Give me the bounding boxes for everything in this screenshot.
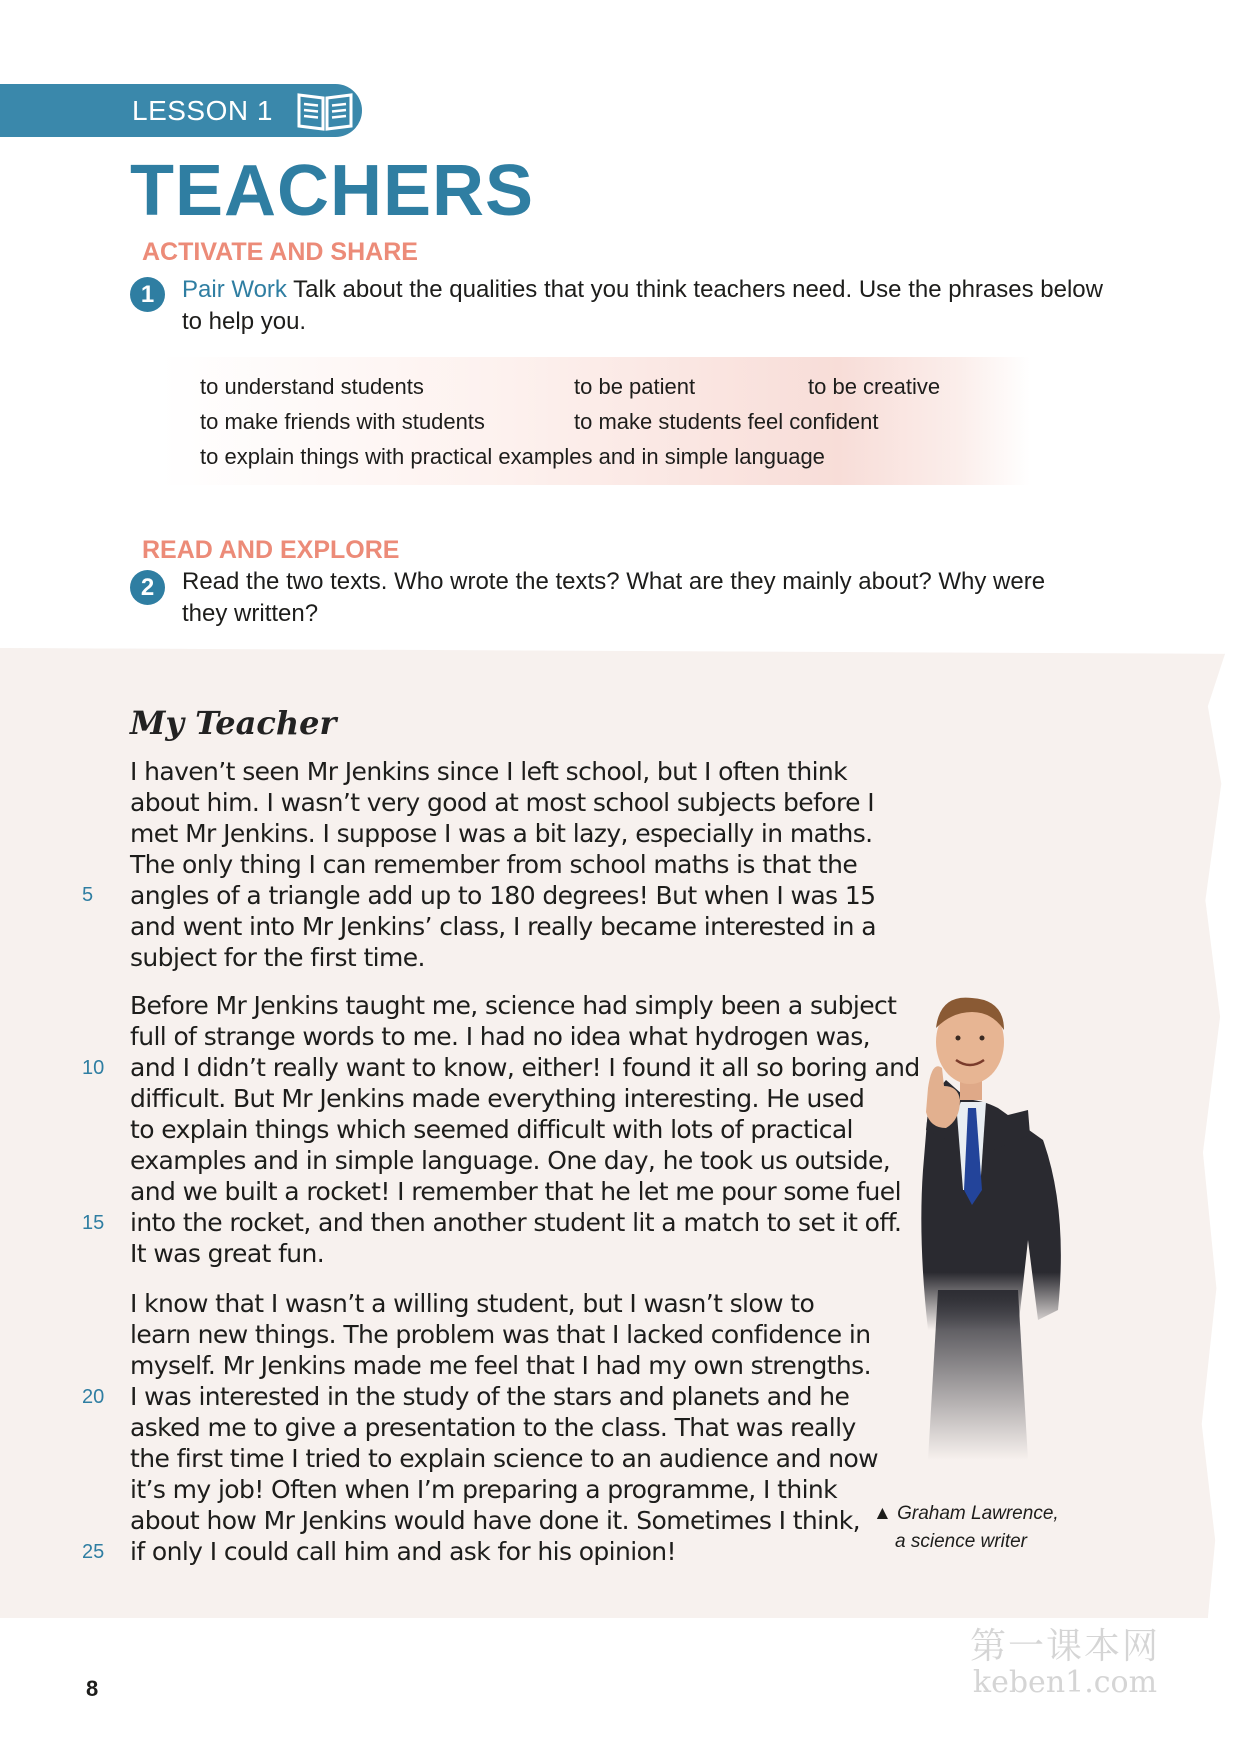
lesson-tab [0, 84, 362, 137]
story-line: angles of a triangle add up to 180 degrees! But when I was 15 [130, 881, 876, 910]
story-line: if only I could call him and ask for his opinion! [130, 1537, 676, 1566]
story-line: It was great fun. [130, 1239, 325, 1268]
watermark [970, 1618, 1160, 1700]
story-line: I was interested in the study of the stars and planets and he [130, 1382, 850, 1411]
phrase-item: to be creative [808, 374, 941, 399]
exercise-number-2: 2 [130, 570, 165, 605]
page-number: 8 [86, 1676, 99, 1701]
line-number: 25 [82, 1541, 105, 1563]
exercise-2-text-line2: they written? [182, 600, 319, 627]
exercise-1-instruction [182, 274, 1122, 338]
businessman-thumbs-up-photo [868, 990, 1108, 1460]
exercise-number-1: 1 [130, 277, 165, 312]
exercise-1-text-line1: Talk about the qualities that you think teachers need. Use the phrases below [293, 276, 1103, 303]
phrase-item: to understand students [200, 374, 424, 399]
story-line: the first time I tried to explain science to an audience and now [130, 1444, 879, 1473]
phrase-item: to make friends with students [200, 409, 485, 434]
story-line: myself. Mr Jenkins made me feel that I had my own strengths. [130, 1351, 871, 1380]
line-number: 20 [82, 1386, 105, 1408]
story-line: The only thing I can remember from school maths is that the [130, 850, 858, 879]
story-line: about him. I wasn’t very good at most school subjects before I [130, 788, 874, 817]
story-line: about how Mr Jenkins would have done it. Sometimes I think, [130, 1506, 860, 1535]
story-line: I haven’t seen Mr Jenkins since I left school, but I often think [130, 757, 848, 786]
story-line: and I didn’t really want to know, either! I found it all so boring and [130, 1053, 920, 1082]
story-line: it’s my job! Often when I’m preparing a programme, I think [130, 1475, 838, 1504]
book-icon [295, 89, 355, 133]
line-number: 5 [82, 884, 94, 906]
lesson-label: LESSON 1 [132, 94, 273, 126]
story-line: learn new things. The problem was that I lacked confidence in [130, 1320, 871, 1349]
line-number: 15 [82, 1212, 105, 1234]
exercise-2-text-line1: Read the two texts. Who wrote the texts? What are they mainly about? Why were [182, 568, 1046, 595]
watermark-cn: 第一课本网 [970, 1626, 1161, 1667]
story-line: difficult. But Mr Jenkins made everything interesting. He used [130, 1084, 865, 1113]
exercise-1-text-line2: to help you. [182, 308, 307, 335]
story-line: and went into Mr Jenkins’ class, I really became interested in a [130, 912, 876, 941]
story-line: met Mr Jenkins. I suppose I was a bit lazy, especially in maths. [130, 819, 873, 848]
caption-role: a science writer [895, 1531, 1027, 1552]
story-line: and we built a rocket! I remember that he let me pour some fuel [130, 1177, 901, 1206]
phrase-item: to be patient [574, 374, 696, 399]
story-line: I know that I wasn’t a willing student, but I wasn’t slow to [130, 1289, 815, 1318]
story-line: subject for the first time. [130, 943, 425, 972]
line-number: 10 [82, 1057, 105, 1079]
phrase-item: to make students feel confident [574, 409, 879, 434]
story-title: My Teacher [130, 704, 337, 742]
story-line: full of strange words to me. I had no idea what hydrogen was, [130, 1022, 871, 1051]
story-line: into the rocket, and then another student lit a match to set it off. [130, 1208, 902, 1237]
story-line: Before Mr Jenkins taught me, science had simply been a subject [130, 991, 897, 1020]
exercise-2-instruction [182, 566, 1122, 630]
story-line: asked me to give a presentation to the class. That was really [130, 1413, 856, 1442]
phrase-item: to explain things with practical examples and in simple language [200, 444, 825, 469]
caption-name: ▲ Graham Lawrence, [873, 1503, 1059, 1524]
story-line: examples and in simple language. One day, he took us outside, [130, 1146, 891, 1175]
page-title: TEACHERS [130, 151, 535, 231]
photo-caption [873, 1500, 1059, 1556]
section-heading-read: READ AND EXPLORE [142, 536, 400, 564]
section-heading-activate: ACTIVATE AND SHARE [142, 238, 418, 266]
story-line: to explain things which seemed difficult with lots of practical [130, 1115, 853, 1144]
pair-work-label: Pair Work [182, 276, 287, 303]
watermark-en: keben1.com [972, 1665, 1158, 1700]
